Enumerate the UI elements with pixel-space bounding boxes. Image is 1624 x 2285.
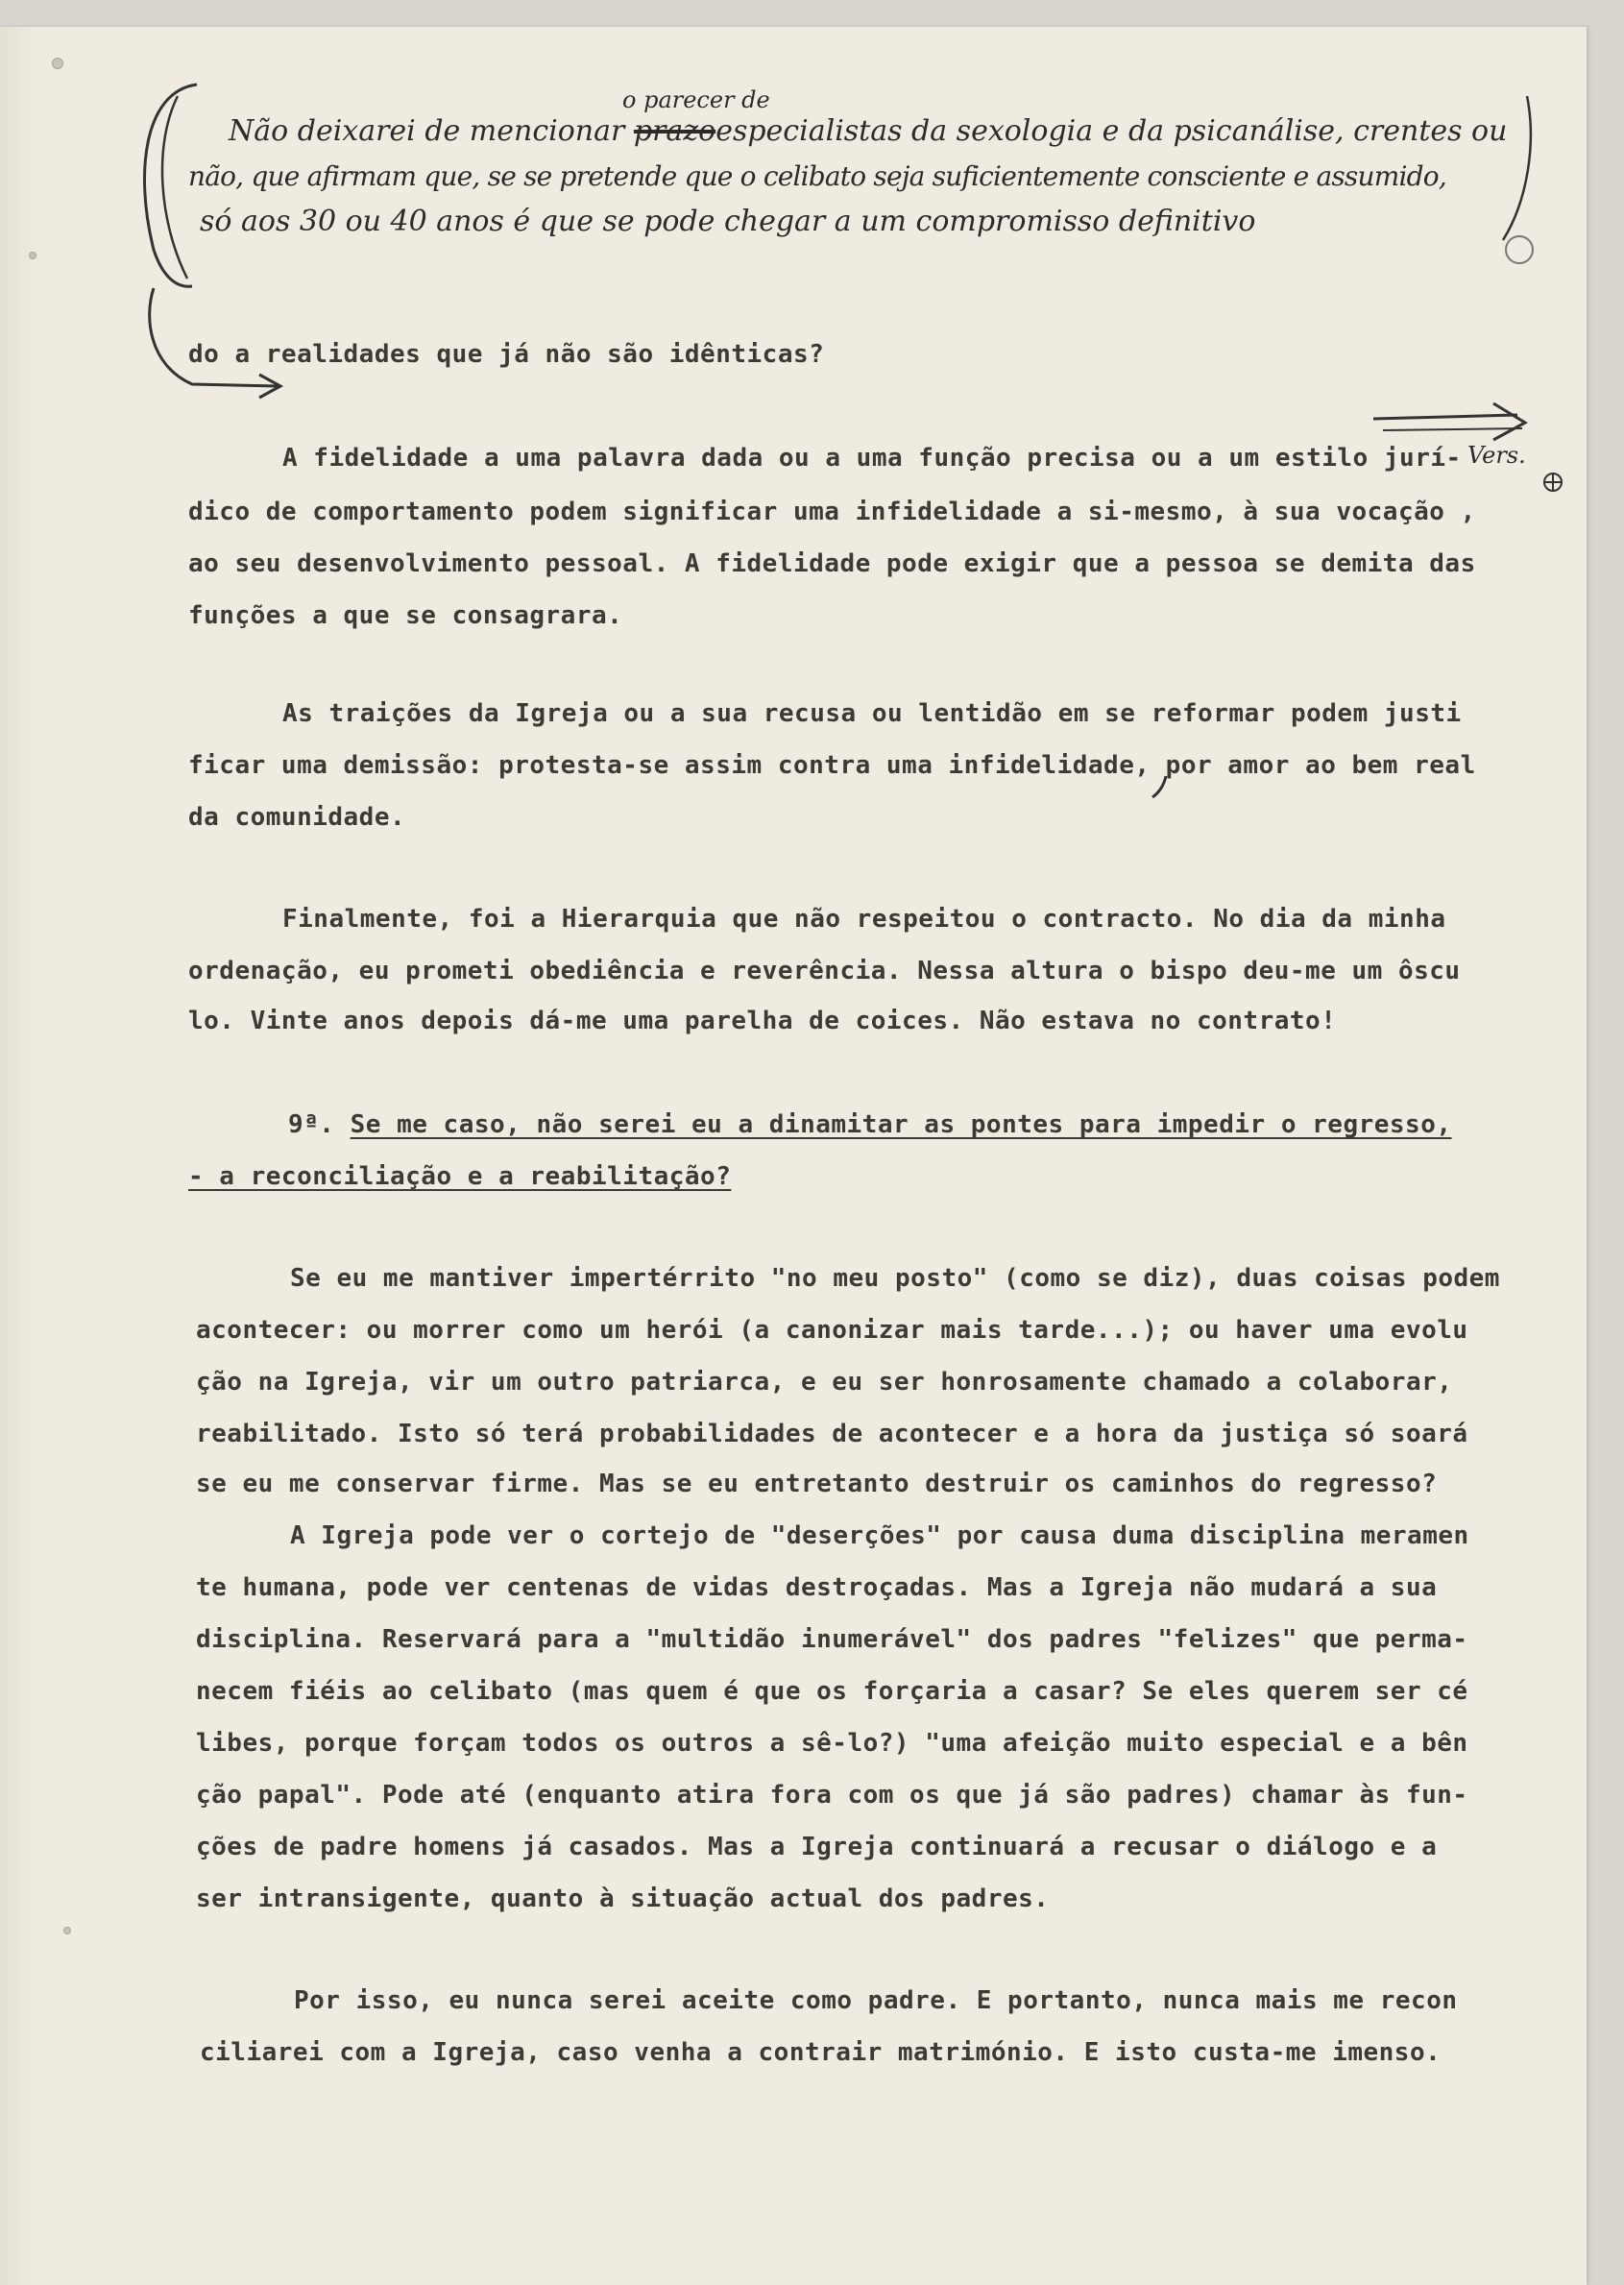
paragraph-line: Por isso, eu nunca serei aceite como padre. E portanto, nunca mais me recon <box>294 1986 1458 2015</box>
handwritten-line-1-prefix: Não deixarei de mencionar <box>229 114 625 148</box>
section-heading-line-1: Se me caso, não serei eu a dinamitar as pontes para impedir o regresso, <box>350 1110 1452 1139</box>
handwritten-line-1-rest: especialistas da sexologia e da psicanálise, crentes ou <box>715 114 1508 148</box>
margin-arrow-2 <box>1383 428 1522 430</box>
insert-bracket-right <box>1503 96 1531 240</box>
paragraph-line: A fidelidade a uma palavra dada ou a uma função precisa ou a um estilo jurí- <box>282 444 1462 473</box>
paragraph-line: ção na Igreja, vir um outro patriarca, e eu ser honrosamente chamado a colaborar, <box>196 1368 1453 1397</box>
handwritten-line-2: não, que afirmam que, se se pretende que o celibato seja suficientemente consciente e assumido, <box>188 160 1446 192</box>
inserted-comma <box>1152 776 1166 797</box>
paragraph-line: Finalmente, foi a Hierarquia que não respeitou o contracto. No dia da minha <box>282 905 1446 934</box>
handwritten-strikethrough-word: prazo <box>633 114 716 148</box>
margin-arrow <box>1373 415 1517 419</box>
page-edge-mark <box>1506 236 1533 263</box>
paragraph-line: A Igreja pode ver o cortejo de "deserções" por causa duma disciplina meramen <box>290 1521 1469 1550</box>
paragraph-line: libes, porque forçam todos os outros a sê-lo?) "uma afeição muito especial e a bên <box>196 1729 1468 1758</box>
paragraph-line: te humana, pode ver centenas de vidas destroçadas. Mas a Igreja não mudará a sua <box>196 1573 1438 1602</box>
paragraph-line: ordenação, eu prometi obediência e reverência. Nessa altura o bispo deu-me um ôscu <box>188 957 1461 985</box>
paragraph-line: ções de padre homens já casados. Mas a Igreja continuará a recusar o diálogo e a <box>196 1833 1438 1861</box>
paragraph-line: ficar uma demissão: protesta-se assim contra uma infidelidade, por amor ao bem real <box>188 751 1476 780</box>
section-heading-line-2: - a reconciliação e a reabilitação? <box>188 1162 732 1191</box>
paragraph-line: da comunidade. <box>188 803 406 832</box>
paragraph-line: ção papal". Pode até (enquanto atira fora com os que já são padres) chamar às fun- <box>196 1781 1468 1810</box>
paragraph-continuation: do a realidades que já não são idênticas? <box>188 340 825 369</box>
paragraph-line: reabilitado. Isto só terá probabilidades de acontecer e a hora da justiça só soará <box>196 1420 1468 1448</box>
paragraph-line: ciliarei com a Igreja, caso venha a contrair matrimónio. E isto custa-me imenso. <box>200 2038 1442 2067</box>
margin-arrow-head <box>1493 403 1525 440</box>
handwritten-above-note: o parecer de <box>622 86 770 113</box>
paragraph-line: lo. Vinte anos depois dá-me uma parelha de coices. Não estava no contrato! <box>188 1007 1337 1035</box>
margin-note: Vers. <box>1467 442 1526 469</box>
paragraph-line: acontecer: ou morrer como um herói (a canonizar mais tarde...); ou haver uma evolu <box>196 1316 1468 1345</box>
section-number: 9ª. <box>288 1110 335 1139</box>
handwritten-line-3: só aos 30 ou 40 anos é que se pode chegar a um compromisso definitivo <box>200 205 1256 238</box>
paragraph-line: disciplina. Reservará para a "multidão inumerável" dos padres "felizes" que perma- <box>196 1625 1468 1654</box>
insert-bracket-inner <box>162 96 187 279</box>
paragraph-line: necem fiéis ao celibato (mas quem é que os forçaria a casar? Se eles querem ser cé <box>196 1677 1468 1706</box>
paragraph-line: dico de comportamento podem significar uma infidelidade a si-mesmo, à sua vocação , <box>188 498 1476 526</box>
paragraph-line: As traições da Igreja ou a sua recusa ou lentidão em se reformar podem justi <box>282 699 1462 728</box>
paragraph-line: ser intransigente, quanto à situação actual dos padres. <box>196 1884 1050 1913</box>
paragraph-line: Se eu me mantiver impertérrito "no meu posto" (como se diz), duas coisas podem <box>290 1264 1500 1293</box>
paragraph-line: funções a que se consagrara. <box>188 601 623 630</box>
paragraph-line: ao seu desenvolvimento pessoal. A fidelidade pode exigir que a pessoa se demita das <box>188 549 1476 578</box>
insertion-arrow <box>150 288 279 386</box>
paragraph-line: se eu me conservar firme. Mas se eu entretanto destruir os caminhos do regresso? <box>196 1470 1438 1498</box>
